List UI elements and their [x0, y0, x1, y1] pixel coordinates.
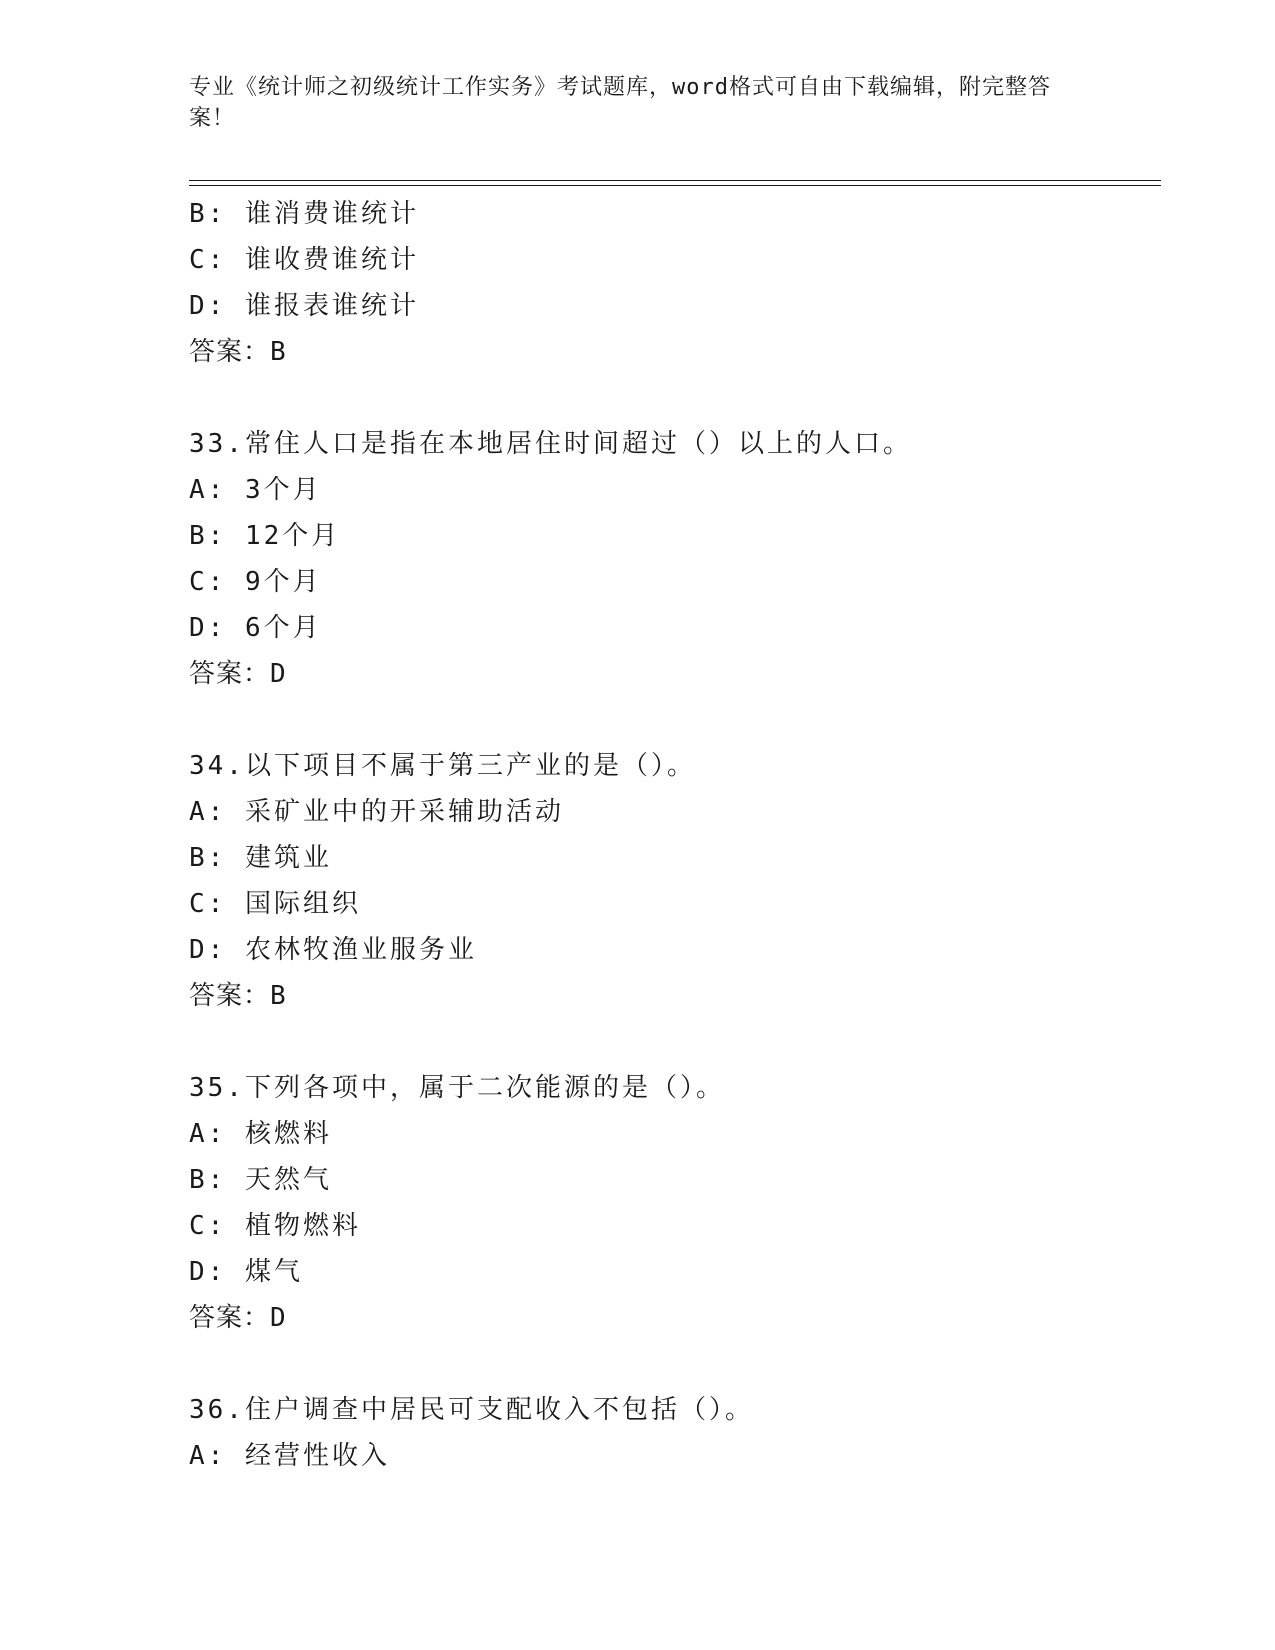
option-line: C: 谁收费谁统计 [189, 245, 419, 275]
option-line: B: 天然气 [189, 1165, 332, 1195]
option-line: D: 煤气 [189, 1257, 303, 1287]
question-spacer [189, 1019, 1169, 1065]
question-stem: 35.下列各项中，属于二次能源的是（）。 [189, 1073, 725, 1103]
option-line: C: 植物燃料 [189, 1211, 361, 1241]
header-rule-top [189, 180, 1161, 181]
question-spacer [189, 1341, 1169, 1387]
option-line: C: 9个月 [189, 567, 322, 597]
option-line: A: 核燃料 [189, 1119, 332, 1149]
question-stem: 36.住户调查中居民可支配收入不包括（）。 [189, 1395, 754, 1425]
answer-line: 答案：B [189, 981, 287, 1011]
document-header: 专业《统计师之初级统计工作实务》考试题库，word格式可自由下载编辑，附完整答案！ [189, 75, 1051, 131]
option-line: B: 建筑业 [189, 843, 332, 873]
option-line: B: 12个月 [189, 521, 341, 551]
question-spacer [189, 375, 1169, 421]
option-line: A: 3个月 [189, 475, 322, 505]
answer-line: 答案：B [189, 337, 287, 367]
answer-line: 答案：D [189, 659, 287, 689]
option-line: A: 采矿业中的开采辅助活动 [189, 797, 564, 827]
question-stem: 33.常住人口是指在本地居住时间超过（）以上的人口。 [189, 429, 912, 459]
question-list [189, 191, 1169, 1479]
option-line: B: 谁消费谁统计 [189, 199, 419, 229]
answer-line: 答案：D [189, 1303, 287, 1333]
option-line: D: 谁报表谁统计 [189, 291, 419, 321]
question-stem: 34.以下项目不属于第三产业的是（）。 [189, 751, 696, 781]
option-line: A: 经营性收入 [189, 1441, 390, 1471]
option-line: D: 农林牧渔业服务业 [189, 935, 477, 965]
option-line: C: 国际组织 [189, 889, 361, 919]
question-spacer [189, 697, 1169, 743]
header-rule-bottom [189, 185, 1161, 186]
option-line: D: 6个月 [189, 613, 322, 643]
